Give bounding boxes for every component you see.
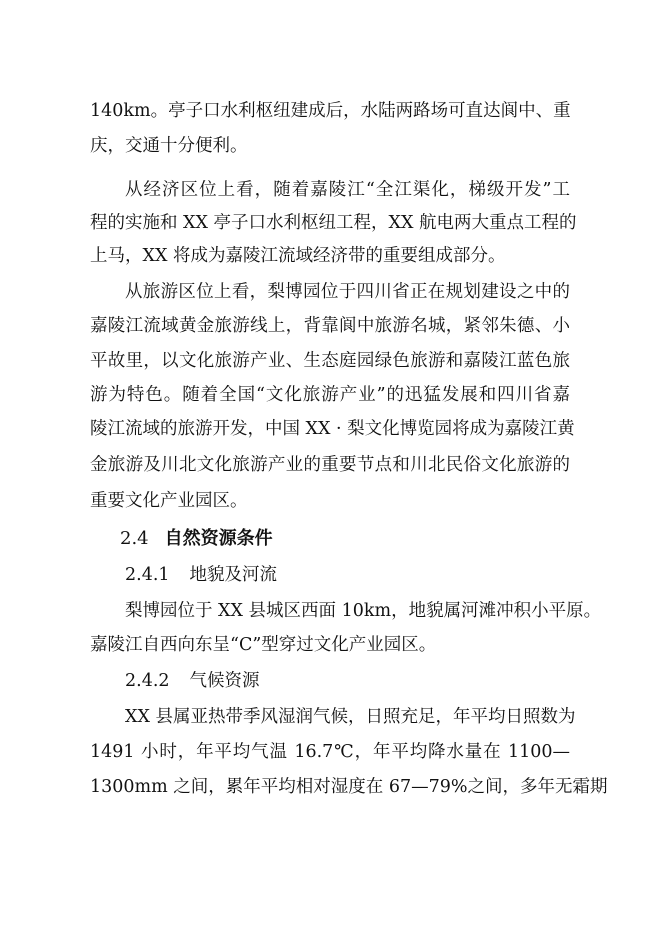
section-title: 自然资源条件 (164, 528, 273, 549)
paragraph-line: 嘉陵江自西向东呈“C”型穿过文化产业园区。 (90, 635, 437, 655)
section-number: 2.4 (120, 528, 149, 549)
paragraph-line: 从旅游区位上看，梨博园位于四川省正在规划建设之中的 (125, 282, 570, 302)
paragraph-line: 金旅游及川北文化旅游产业的重要节点和川北民俗文化旅游的 (90, 455, 570, 475)
paragraph-line: 游为特色。随着全国“文化旅游产业”的迅猛发展和四川省嘉 (90, 385, 570, 405)
section-heading (120, 528, 273, 550)
paragraph-line: 从经济区位上看，随着嘉陵江“全江渠化，梯级开发”工 (125, 180, 570, 200)
paragraph-line: 程的实施和 XX 亭子口水利枢纽工程，XX 航电两大重点工程的 (90, 213, 577, 233)
paragraph-line: 庆，交通十分便利。 (90, 136, 248, 156)
paragraph-line: 平故里，以文化旅游产业、生态庭园绿色旅游和嘉陵江蓝色旅 (90, 351, 570, 371)
paragraph-line: XX 县属亚热带季风湿润气候，日照充足，年平均日照数为 (125, 707, 576, 727)
subsection-title: 气候资源 (189, 671, 260, 691)
subsection-title: 地貌及河流 (189, 565, 278, 585)
subsection-heading (125, 564, 277, 586)
paragraph-line: 梨博园位于 XX 县城区西面 10km，地貌属河滩冲积小平原。 (125, 601, 602, 621)
paragraph-line: 陵江流域的旅游开发，中国 XX · 梨文化博览园将成为嘉陵江黄 (90, 419, 575, 439)
subsection-number: 2.4.2 (125, 671, 170, 691)
paragraph-line: 1300mm 之间，累年平均相对湿度在 67—79%之间，多年无霜期 (90, 777, 608, 797)
subsection-heading (125, 670, 260, 692)
paragraph-line: 140km。亭子口水利枢纽建成后，水陆两路场可直达阆中、重 (90, 101, 571, 121)
subsection-number: 2.4.1 (125, 565, 170, 585)
paragraph-line: 上马，XX 将成为嘉陵江流域经济带的重要组成部分。 (90, 246, 506, 266)
paragraph-line: 重要文化产业园区。 (90, 491, 248, 511)
paragraph-line: 嘉陵江流域黄金旅游线上，背靠阆中旅游名城，紧邻朱德、小 (90, 316, 570, 336)
paragraph-line: 1491 小时，年平均气温 16.7℃，年平均降水量在 1100— (90, 742, 570, 762)
